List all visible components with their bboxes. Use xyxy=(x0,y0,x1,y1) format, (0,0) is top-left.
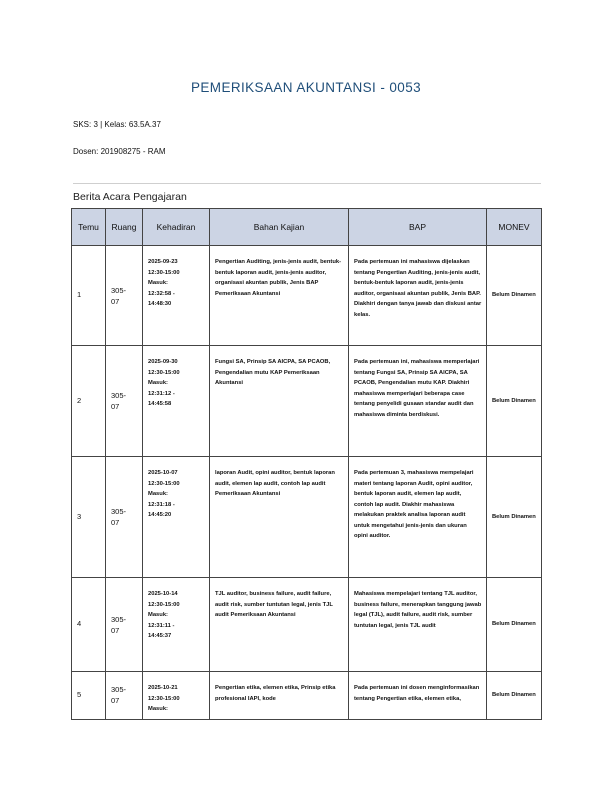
header-kehadiran: Kehadiran xyxy=(143,209,210,246)
cell-monev: Belum Dinamen xyxy=(487,246,542,346)
kehadiran-line: 12:30-15:00 xyxy=(148,601,180,608)
cell-temu: 5 xyxy=(72,672,106,720)
header-ruang: Ruang xyxy=(106,209,143,246)
cell-monev: Belum Dinamen xyxy=(487,672,542,720)
cell-ruang: 305- 07 xyxy=(106,578,143,672)
kehadiran-line: 12:30-15:00 xyxy=(148,269,180,276)
table-row xyxy=(72,246,542,346)
cell-ruang: 305- 07 xyxy=(106,457,143,578)
cell-bap: Pada pertemuan ini mahasiswa dijelaskan tentang Pengertian Auditing, jenis-jenis audit, bentuk-bentuk laporan audit, jenis-jenis auditor, organisasi akuntan publik, Jenis BAP. Diakhiri dengan tanya jawab dan diskusi antar kelas. xyxy=(349,246,487,346)
cell-kehadiran xyxy=(143,578,210,672)
kehadiran-line: 2025-10-07 xyxy=(148,470,178,476)
cell-kehadiran xyxy=(143,457,210,578)
kehadiran-line: 14:45:58 xyxy=(148,401,172,407)
dosen-info: Dosen: 201908275 - RAM xyxy=(73,147,166,156)
sks-info: SKS: 3 | Kelas: 63.5A.37 xyxy=(73,120,161,129)
cell-temu: 2 xyxy=(72,346,106,457)
kehadiran-line: Masuk: xyxy=(148,491,168,497)
kehadiran-line: 12:30-15:00 xyxy=(148,369,180,376)
cell-bap: Mahasiswa mempelajari tentang TJL auditor, business failure, menerapkan tanggung jawab legal (TJL), audit failure, audit risk, sumber tuntutan legal, jenis TJL audit xyxy=(349,578,487,672)
kehadiran-line: Masuk: xyxy=(148,612,168,618)
cell-bap: Pada pertemuan 3, mahasiswa mempelajari materi tentang laporan Audit, opini auditor, bentuk laporan audit, elemen lap audit, contoh lap audit. Diakhir mahasiswa melakukan praktek analisa laporan audit untuk mengetahui jenis-jenis dan ukuran opini auditor. xyxy=(349,457,487,578)
page-title: PEMERIKSAAN AKUNTANSI - 0053 xyxy=(190,80,422,95)
header-bahan-kajian: Bahan Kajian xyxy=(210,209,349,246)
kehadiran-line: 14:45:20 xyxy=(148,512,172,518)
kehadiran-line: 12:30-15:00 xyxy=(148,695,180,702)
divider xyxy=(73,183,541,184)
bap-table xyxy=(71,208,542,720)
table-header-row xyxy=(72,209,542,246)
cell-bahan-kajian: Fungsi SA, Prinsip SA AICPA, SA PCAOB, Pengendalian mutu KAP Pemeriksaan Akuntansi xyxy=(210,346,349,457)
cell-bahan-kajian: Pengertian Auditing, jenis-jenis audit, bentuk-bentuk laporan audit, jenis-jenis auditor, organisasi akuntan publik, Jenis BAP Pemeriksaan Akuntansi xyxy=(210,246,349,346)
cell-bahan-kajian: Pengertian etika, elemen etika, Prinsip etika profesional IAPI, kode xyxy=(210,672,349,720)
table-row xyxy=(72,672,542,720)
section-title: Berita Acara Pengajaran xyxy=(73,191,187,203)
table-row xyxy=(72,578,542,672)
kehadiran-line: 12:30-15:00 xyxy=(148,480,180,487)
kehadiran-line: 14:45:37 xyxy=(148,633,172,639)
kehadiran-line: Masuk: xyxy=(148,380,168,386)
header-monev: MONEV xyxy=(487,209,542,246)
cell-ruang: 305- 07 xyxy=(106,346,143,457)
cell-temu: 1 xyxy=(72,246,106,346)
cell-monev: Belum Dinamen xyxy=(487,346,542,457)
cell-kehadiran xyxy=(143,346,210,457)
cell-monev: Belum Dinamen xyxy=(487,578,542,672)
header-bap: BAP xyxy=(349,209,487,246)
kehadiran-line: 2025-09-30 xyxy=(148,359,178,365)
kehadiran-line: 2025-09-23 xyxy=(148,259,178,265)
table-row xyxy=(72,346,542,457)
cell-bap: Pada pertemuan ini, mahasiswa memperlajari tentang Fungsi SA, Prinsip SA AICPA, SA PCAOB, Pengendalian mutu KAP. Diakhiri mahasiswa memperlajari beberapa case tentang penyelidi gusaan standar audit dan mahasiswa diminta berdiskusi. xyxy=(349,346,487,457)
cell-temu: 3 xyxy=(72,457,106,578)
kehadiran-line: 12:31:11 - xyxy=(148,622,175,629)
kehadiran-line: Masuk: xyxy=(148,280,168,286)
cell-kehadiran xyxy=(143,246,210,346)
table-row xyxy=(72,457,542,578)
cell-ruang: 305- 07 xyxy=(106,246,143,346)
kehadiran-line: 12:31:12 - xyxy=(148,390,175,397)
cell-bap: Pada pertemuan ini dosen menginformasikan tentang Pengertian etika, elemen etika, xyxy=(349,672,487,720)
cell-bahan-kajian: laporan Audit, opini auditor, bentuk laporan audit, elemen lap audit, contoh lap audit Pemeriksaan Akuntansi xyxy=(210,457,349,578)
cell-temu: 4 xyxy=(72,578,106,672)
kehadiran-line: Masuk: xyxy=(148,706,168,712)
cell-ruang: 305- 07 xyxy=(106,672,143,720)
cell-bahan-kajian: TJL auditor, business failure, audit failure, audit risk, sumber tuntutan legal, jenis TJL audit Pemeriksaan Akuntansi xyxy=(210,578,349,672)
kehadiran-line: 2025-10-14 xyxy=(148,591,178,597)
kehadiran-line: 12:32:58 - xyxy=(148,290,175,297)
kehadiran-line: 2025-10-21 xyxy=(148,685,178,691)
header-temu: Temu xyxy=(72,209,106,246)
kehadiran-line: 12:31:18 - xyxy=(148,501,175,508)
cell-kehadiran xyxy=(143,672,210,720)
kehadiran-line: 14:48:30 xyxy=(148,301,172,307)
cell-monev: Belum Dinamen xyxy=(487,457,542,578)
